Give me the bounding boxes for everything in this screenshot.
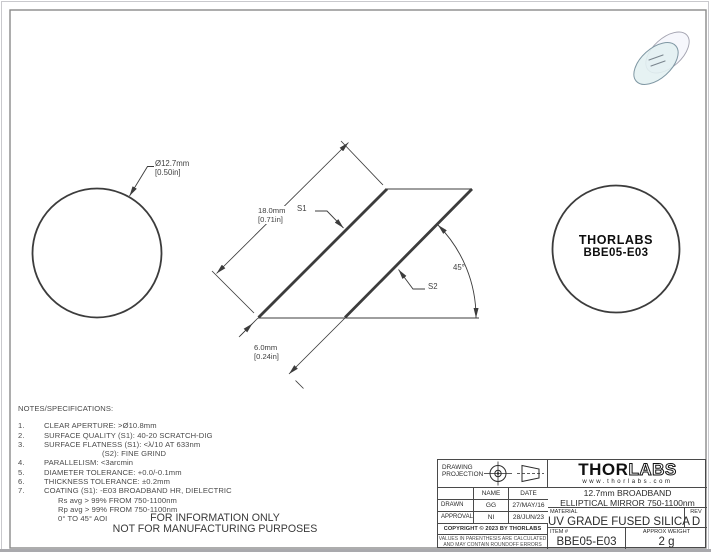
projection-target-icon bbox=[484, 462, 512, 486]
logo-thor: THOR bbox=[578, 460, 629, 479]
material-value: UV GRADE FUSED SILICA bbox=[548, 515, 690, 528]
notes-title: NOTES/SPECIFICATIONS: bbox=[18, 404, 114, 413]
drawing-projection-cell bbox=[438, 460, 548, 488]
copyright-text: COPYRIGHT © 2023 BY THORLABS bbox=[438, 524, 548, 535]
website-text: www.thorlabs.com bbox=[582, 479, 673, 485]
disclaimer-text: VALUES IN PARENTHESIS ARE CALCULATED AND MAY CONTAIN ROUNDOFF ERRORS bbox=[438, 536, 547, 549]
weight-value: 2 g bbox=[658, 535, 675, 548]
item-value: BBE05-E03 bbox=[556, 535, 617, 548]
item-number-cell bbox=[548, 528, 626, 549]
rev-label: REV bbox=[690, 509, 702, 515]
note-item: 6. THICKNESS TOLERANCE: ±0.2mm bbox=[18, 477, 171, 487]
col-header-name: NAME bbox=[474, 488, 509, 500]
thickness-dimension-label: 6.0mm [0.24in] bbox=[254, 343, 279, 361]
note-item: 1. CLEAR APERTURE: >Ø10.8mm bbox=[18, 421, 157, 431]
page-bottom-edge bbox=[0, 549, 711, 552]
title-block bbox=[437, 459, 706, 548]
col-header-date: DATE bbox=[509, 488, 548, 500]
s1-label: S1 bbox=[297, 204, 307, 213]
drawn-label: DRAWN bbox=[438, 500, 474, 512]
note-item: 5. DIAMETER TOLERANCE: +0.0/-0.1mm bbox=[18, 467, 182, 477]
material-cell bbox=[548, 508, 690, 528]
note-item-continuation: Rs avg > 99% FROM 750-1100nm bbox=[58, 495, 177, 505]
note-item-continuation: 0° TO 45° AOI bbox=[58, 514, 108, 524]
angle-45-label: 45° bbox=[453, 263, 465, 272]
note-item-continuation: Rp avg > 99% FROM 750-1100nm bbox=[58, 504, 178, 514]
mirror-3d-thumbnail bbox=[626, 24, 696, 92]
material-label: MATERIAL bbox=[550, 509, 578, 515]
drawn-name: GG bbox=[474, 500, 509, 512]
thorlabs-logo bbox=[548, 460, 707, 488]
s2-leader-line bbox=[399, 270, 426, 290]
weight-label: APPROX WEIGHT bbox=[642, 529, 691, 535]
weight-cell bbox=[626, 528, 707, 549]
dimension-18mm bbox=[212, 141, 383, 313]
approval-label: APPROVAL bbox=[438, 512, 474, 524]
approval-date: 28/JUN/23 bbox=[509, 512, 548, 524]
s2-label: S2 bbox=[428, 282, 438, 291]
rev-cell bbox=[685, 508, 707, 528]
drawn-date: 27/MAY/16 bbox=[509, 500, 548, 512]
diameter-leader-line bbox=[130, 167, 155, 197]
information-only-notice: FOR INFORMATION ONLY NOT FOR MANUFACTURING PURPOSES bbox=[112, 512, 318, 535]
major-axis-dimension-label: 18.0mm [0.71in] bbox=[258, 206, 286, 224]
rev-value: D bbox=[691, 515, 701, 528]
logo-labs: LABS bbox=[628, 460, 677, 479]
note-item: 4. PARALLELISM: <3arcmin bbox=[18, 458, 134, 468]
surface-s2-edge bbox=[345, 189, 472, 318]
projection-cone-icon bbox=[517, 466, 544, 482]
approval-name: NI bbox=[474, 512, 509, 524]
product-description: 12.7mm BROADBAND ELLIPTICAL MIRROR 750-1100nm bbox=[548, 488, 707, 508]
engraved-text: THORLABS BBE05-E03 bbox=[578, 233, 654, 259]
notes-specifications bbox=[18, 404, 288, 524]
front-view-circle bbox=[33, 167, 162, 318]
s1-leader-line bbox=[315, 211, 344, 228]
item-label: ITEM # bbox=[550, 529, 569, 535]
note-item: 2. SURFACE QUALITY (S1): 40-20 SCRATCH-DIG bbox=[18, 430, 213, 440]
projection-label: DRAWING PROJECTION bbox=[442, 464, 484, 479]
note-item: 7. COATING (S1): -E03 BROADBAND HR, DIELECTRIC bbox=[18, 486, 232, 496]
table-corner-cell bbox=[438, 488, 474, 500]
note-item-continuation: (S2): FINE GRIND bbox=[102, 449, 167, 459]
note-item: 3. SURFACE FLATNESS (S1): <λ/10 AT 633nm bbox=[18, 439, 201, 449]
diameter-label: Ø12.7mm [0.50in] bbox=[155, 159, 190, 177]
